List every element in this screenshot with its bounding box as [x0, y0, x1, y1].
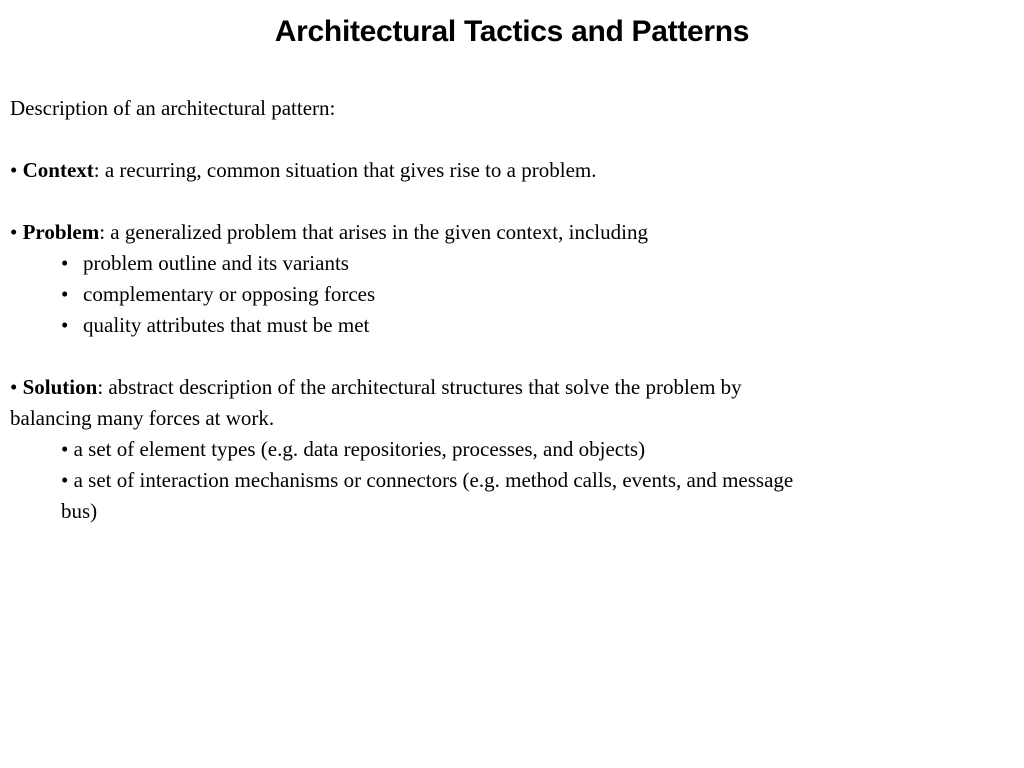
problem-bullet [10, 217, 1010, 248]
problem-term: Problem [22, 220, 100, 244]
slide-title: Architectural Tactics and Patterns [274, 15, 750, 48]
spacer [10, 341, 1010, 372]
solution-item-text: a set of interaction mechanisms or connectors (e.g. method calls, events, and message [73, 468, 794, 492]
bullet-glyph: • [61, 282, 69, 306]
bullet-glyph: • [61, 437, 69, 461]
solution-item-text: a set of element types (e.g. data repositories, processes, and objects) [73, 437, 646, 461]
context-term: Context [22, 158, 94, 182]
context-bullet [10, 155, 1010, 186]
problem-item-text: problem outline and its variants [83, 251, 349, 275]
bullet-glyph: • [10, 375, 18, 399]
solution-bullet [10, 372, 1010, 403]
problem-item-text: quality attributes that must be met [83, 313, 370, 337]
problem-item-text: complementary or opposing forces [83, 282, 376, 306]
problem-sub-item [10, 310, 1010, 341]
context-text: : a recurring, common situation that gives rise to a problem. [93, 158, 597, 182]
bullet-glyph: • [10, 158, 18, 182]
problem-text: : a generalized problem that arises in the given context, including [99, 220, 648, 244]
bullet-glyph: • [61, 251, 69, 275]
slide-body [10, 93, 1010, 527]
spacer [10, 186, 1010, 217]
solution-item-continued: bus) [61, 499, 98, 523]
solution-sub-item [10, 465, 1010, 496]
solution-text: : abstract description of the architectural structures that solve the problem by [97, 375, 742, 399]
problem-sub-item [10, 248, 1010, 279]
bullet-glyph: • [10, 220, 18, 244]
solution-sub-item [10, 434, 1010, 465]
solution-text-continued: balancing many forces at work. [10, 406, 275, 430]
intro-text: Description of an architectural pattern: [10, 96, 336, 120]
problem-sub-item [10, 279, 1010, 310]
solution-term: Solution [22, 375, 98, 399]
bullet-glyph: • [61, 313, 69, 337]
spacer [10, 124, 1010, 155]
bullet-glyph: • [61, 468, 69, 492]
